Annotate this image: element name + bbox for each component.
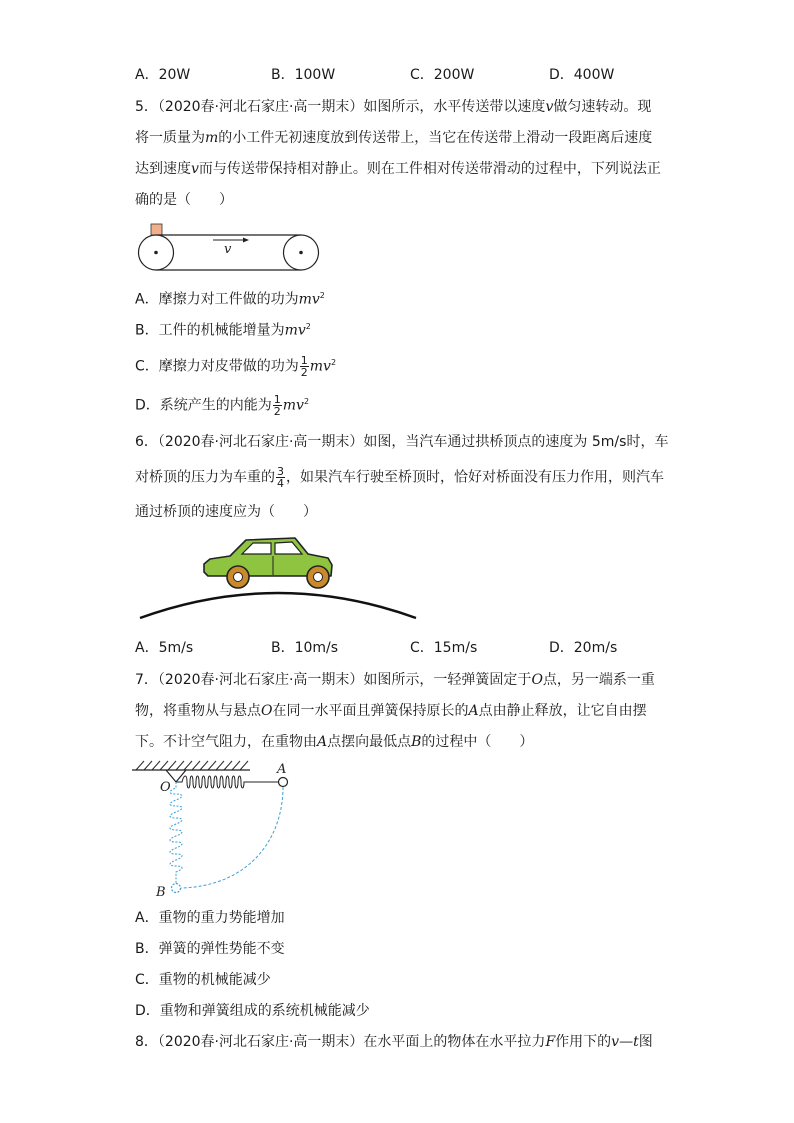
q7-option-b: B．弹簧的弹性势能不变 xyxy=(135,941,285,957)
fraction-half: $\frac{1}{2}$ xyxy=(273,393,281,419)
q7-stem-line2: 物，将重物从与悬点O在同一水平面且弹簧保持原长的A点由静止释放，让它自由摆 xyxy=(135,703,647,719)
velocity-arrowhead xyxy=(243,238,249,243)
fraction-half: $\frac{1}{2}$ xyxy=(300,354,308,380)
left-pulley-axle xyxy=(154,251,158,255)
q5-option-b: B．工件的机械能增量为$mv^2$ xyxy=(135,322,311,339)
q4-option-d: D．400W xyxy=(549,67,615,83)
car-rear-hub xyxy=(314,573,323,582)
horizontal-spring xyxy=(176,776,279,788)
q6-stem-line2: 对桥顶的压力为车重的 $\frac{3}{4}$ ，如果汽车行驶至桥顶时，恰好对桥面没有压力作用，则汽车 xyxy=(135,465,664,490)
q6-option-d: D．20m/s xyxy=(549,640,618,656)
ceiling-hatching xyxy=(136,761,248,770)
q6-stem-line3: 通过桥顶的速度应为（ ） xyxy=(135,504,317,520)
q5-stem-line2: 将一质量为m的小工件无初速度放到传送带上，当它在传送带上滑动一段距离后速度 xyxy=(135,130,653,146)
conveyor-belt-figure xyxy=(130,220,330,275)
car-front-hub xyxy=(234,573,243,582)
q4-option-b: B．100W xyxy=(271,67,336,83)
label-o: O xyxy=(160,780,171,795)
fraction-three-quarters: $\frac{3}{4}$ xyxy=(277,465,284,490)
q6-option-b: B．10m/s xyxy=(271,640,339,656)
weight-at-a xyxy=(279,778,288,787)
q4-option-a: A．20W xyxy=(135,67,191,83)
velocity-label: v xyxy=(224,242,232,257)
car-on-bridge-figure xyxy=(138,532,420,622)
weight-at-b xyxy=(172,884,181,893)
q7-stem-line3: 下。不计空气阻力，在重物由A点摆向最低点B的过程中（ ） xyxy=(135,734,534,750)
swing-path-arc xyxy=(181,787,283,888)
q5-stem-line3: 达到速度v而与传送带保持相对静止。则在工件相对传送带滑动的过程中，下列说法正 xyxy=(135,161,661,177)
workpiece-block xyxy=(151,224,162,235)
q5-option-a: A．摩擦力对工件做的功为$mv^2$ xyxy=(135,291,325,308)
right-pulley-axle xyxy=(299,251,303,255)
q6-stem-line1: 6．（2020春·河北石家庄·高一期末）如图，当汽车通过拱桥顶点的速度为 5m/s时，车 xyxy=(135,434,669,450)
q5-stem-line4: 确的是（ ） xyxy=(135,192,233,208)
q7-stem-line1: 7．（2020春·河北石家庄·高一期末）如图所示，一轻弹簧固定于O点，另一端系一重 xyxy=(135,672,655,688)
q7-option-c: C．重物的机械能减少 xyxy=(135,972,271,988)
q5-option-d: D．系统产生的内能为 $\frac{1}{2}$ $mv^2$ xyxy=(135,393,310,419)
label-b: B xyxy=(156,885,166,900)
q7-option-a: A．重物的重力势能增加 xyxy=(135,910,285,926)
q7-option-d: D．重物和弹簧组成的系统机械能减少 xyxy=(135,1003,370,1019)
spring-pendulum-figure xyxy=(130,758,300,898)
label-a: A xyxy=(277,762,287,777)
arch-bridge xyxy=(140,593,416,618)
q6-option-a: A．5m/s xyxy=(135,640,194,656)
q4-option-c: C．200W xyxy=(410,67,475,83)
q5-option-c: C．摩擦力对皮带做的功为 $\frac{1}{2}$ $mv^2$ xyxy=(135,354,337,380)
vertical-spring-dashed xyxy=(170,782,182,883)
q8-stem-line1: 8．（2020春·河北石家庄·高一期末）在水平面上的物体在水平拉力F作用下的v—t图 xyxy=(135,1034,653,1050)
q6-option-c: C．15m/s xyxy=(410,640,478,656)
q5-stem-line1: 5．（2020春·河北石家庄·高一期末）如图所示，水平传送带以速度v做匀速转动。现 xyxy=(135,99,652,115)
